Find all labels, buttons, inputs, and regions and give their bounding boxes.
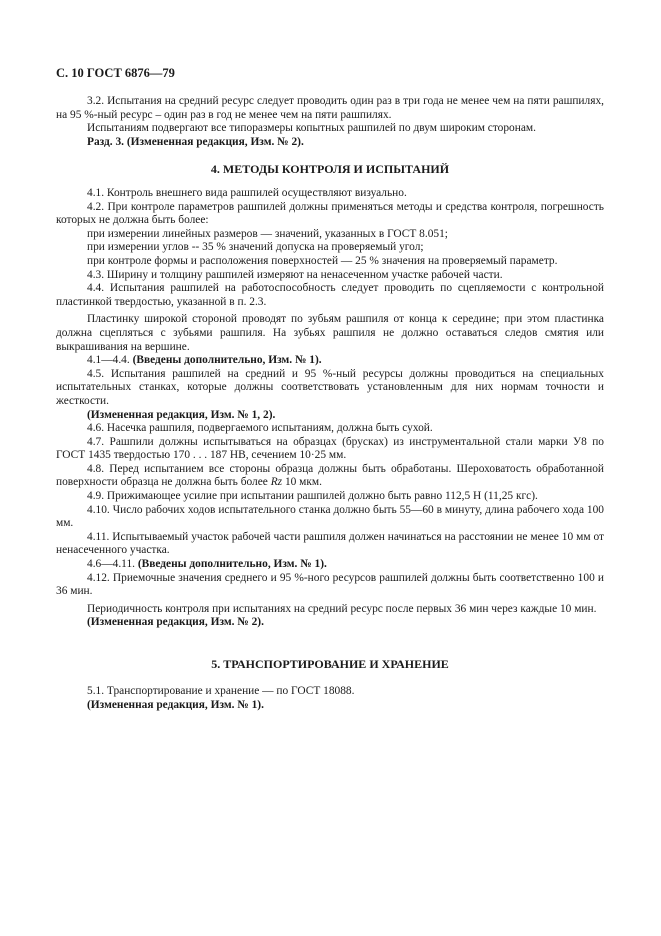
- note-text: (Введены дополнительно, Изм. № 1).: [137, 558, 327, 571]
- text: 10 мкм.: [282, 476, 322, 489]
- paragraph-4-6: 4.6. Насечка рашпиля, подвергаемого испытаниям, должна быть сухой.: [87, 422, 433, 435]
- paragraph-4-2-c: при контроле формы и расположения поверхностей — 25 % значения на проверяемый параметр.: [87, 254, 558, 267]
- paragraph-4-7: 4.7. Рашпили должны испытываться на образцах (брусках) из инструментальной стали марки У8 по ГОСТ 1435 твердостью 170 . . . 187 НВ, сечением 10·25 мм.: [56, 435, 604, 462]
- rz-symbol: Rz: [270, 476, 283, 489]
- paragraph-4-2-b: при измерении углов -- 35 % значений допуска на проверяемый угол;: [87, 241, 424, 254]
- paragraph-4-5: 4.5. Испытания рашпилей на средний и 95 %-ный ресурсы должны проводиться на специальных испытательных станках, которые должны соответствовать установленным для них нормам точности и жесткости.: [56, 367, 604, 407]
- paragraph-4-4: 4.4. Испытания рашпилей на работоспособность следует проводить по сцепляемости с контрольной пластинкой твердостью, указанной в п. 2.3.: [56, 282, 604, 308]
- amendment-note-1: [56, 354, 604, 368]
- amendment-note-4: (Измененная редакция, Изм. № 2).: [87, 616, 264, 629]
- section3-tail: [56, 95, 604, 149]
- paragraph-5-1: 5.1. Транспортирование и хранение — по ГОСТ 18088.: [87, 685, 355, 697]
- paragraph-3-2: 3.2. Испытания на средний ресурс следует проводить один раз в три года не менее чем на пяти рашпилях, на 95 %-ный ресурс – один раз в год не менее чем на пяти рашпилях.: [56, 95, 604, 121]
- note-text: (Введены дополнительно, Изм. № 1).: [132, 354, 322, 367]
- paragraph-4-1: 4.1. Контроль внешнего вида рашпилей осуществляют визуально.: [87, 187, 407, 199]
- amendment-note-5: (Измененная редакция, Изм. № 1).: [87, 698, 264, 711]
- paragraph-4-9: 4.9. Прижимающее усилие при испытании рашпилей должно быть равно 112,5 Н (11,25 кгс).: [87, 490, 538, 503]
- section4-body: [56, 187, 604, 630]
- paragraph-4-12: 4.12. Приемочные значения среднего и 95 %-ного ресурсов рашпилей должны быть соответственно 100 и 36 мин.: [56, 571, 604, 598]
- text: 4.8. Перед испытанием все стороны образца должны быть обработаны. Шероховатость обработанной поверхности образца не должна быть более: [56, 462, 604, 489]
- paragraph-4-11: 4.11. Испытываемый участок рабочей части рашпиля должен начинаться на расстоянии не менее 10 мм от ненасеченного участка.: [56, 530, 604, 557]
- section-5-title: 5. ТРАНСПОРТИРОВАНИЕ И ХРАНЕНИЕ: [211, 657, 449, 671]
- paragraph-4-8: [56, 463, 604, 490]
- amendment-note-2: (Измененная редакция, Изм. № 1, 2).: [87, 408, 276, 421]
- paragraph-3-2-b: Испытаниям подвергают все типоразмеры копытных рашпилей по двум широким сторонам.: [87, 122, 536, 135]
- section5-body: [56, 685, 604, 712]
- amendment-note: Разд. 3. (Измененная редакция, Изм. № 2).: [87, 135, 304, 148]
- paragraph-4-2: 4.2. При контроле параметров рашпилей должны применяться методы и средства контроля, погрешность которых не должна быть более:: [56, 200, 604, 227]
- paragraph-4-12-b: Периодичность контроля при испытаниях на средний ресурс после первых 36 мин через каждые 10 мин.: [87, 602, 597, 615]
- paragraph-4-4-b: Пластинку широкой стороной проводят по зубьям рашпиля от конца к середине; при этом пластинка должна сцепляться с зубьями рашпиля. На зубьях рашпиля не должно оставаться следов смятия или выкрашивания на вершине.: [56, 313, 604, 353]
- paragraph-4-2-a: при измерении линейных размеров — значений, указанных в ГОСТ 8.051;: [87, 227, 448, 240]
- amendment-note-3: [56, 558, 604, 572]
- paragraph-4-10: 4.10. Число рабочих ходов испытательного станка должно быть 55—60 в минуту, длина рабочего хода 100 мм.: [56, 503, 604, 530]
- page-header: С. 10 ГОСТ 6876—79: [56, 66, 175, 80]
- note-prefix: 4.1—4.4.: [87, 354, 133, 367]
- paragraph-4-3: 4.3. Ширину и толщину рашпилей измеряют на ненасеченном участке рабочей части.: [87, 268, 503, 281]
- section-4-title: 4. МЕТОДЫ КОНТРОЛЯ И ИСПЫТАНИЙ: [210, 162, 450, 176]
- note-prefix: 4.6—4.11.: [87, 558, 138, 571]
